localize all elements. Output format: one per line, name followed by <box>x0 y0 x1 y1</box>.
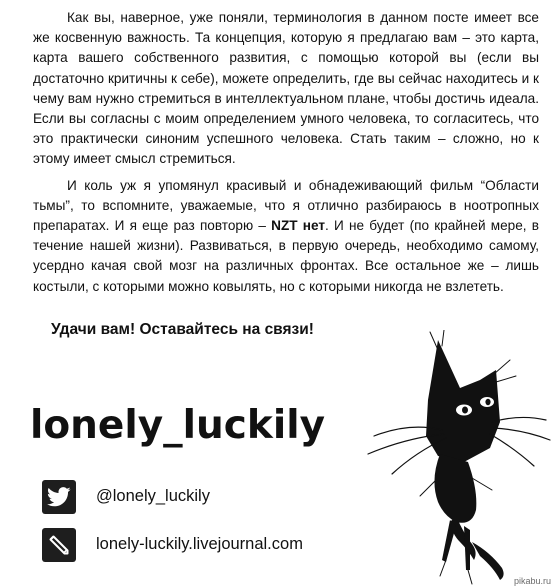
signoff: Удачи вам! Оставайтесь на связи! <box>51 321 314 338</box>
livejournal-pencil-icon <box>42 528 76 562</box>
article-body <box>33 8 539 297</box>
cat-illustration <box>360 330 555 588</box>
brand-title: lonely_luckily <box>30 403 326 448</box>
article-paragraph-2 <box>33 176 539 297</box>
watermark: pikabu.ru <box>513 576 551 586</box>
cat-drawing <box>426 340 504 580</box>
twitter-bird-icon <box>42 480 76 514</box>
livejournal-contact[interactable] <box>42 527 303 562</box>
nzt-emphasis: NZT нет <box>271 218 326 234</box>
twitter-contact[interactable] <box>42 479 210 514</box>
article-paragraph-1: Как вы, наверное, уже поняли, терминология в данном посте имеет все же косвенную важность. Та концепция, которую я предлагаю вам – это карта, карта вашего собственного развития, с помощью которой вы (если вы достаточно критичны к себе), можете определить, где вы сейчас находитесь и к чему вам нужно стремиться в интеллектуальном плане, чтобы достичь идеала. Если вы согласны с моим определением умного человека, то согласитесь, что это практически синоним успешного человека. Стать таким – сложно, но к этому имеет смысл стремиться. <box>33 10 539 167</box>
paragraph-2-end: . И не будет (по крайней мере, в течение нашей жизни). Развиваться, в первую очередь, необходимо самому, усердно качая свой мозг на различных фронтах. Все остальное же – лишь костыли, с которыми можно ковылять, но с которыми никогда не взлететь. <box>33 218 539 294</box>
paragraph-2-start: И коль уж я упомянул красивый и обнадеживающий фильм “Области тьмы”, то вспомните, уважаемые, что я отлично разбираюсь в ноотропных препаратах. И я еще раз повторю – <box>33 177 539 234</box>
livejournal-url[interactable]: lonely-luckily.livejournal.com <box>96 535 303 553</box>
twitter-handle[interactable]: @lonely_luckily <box>96 487 210 505</box>
